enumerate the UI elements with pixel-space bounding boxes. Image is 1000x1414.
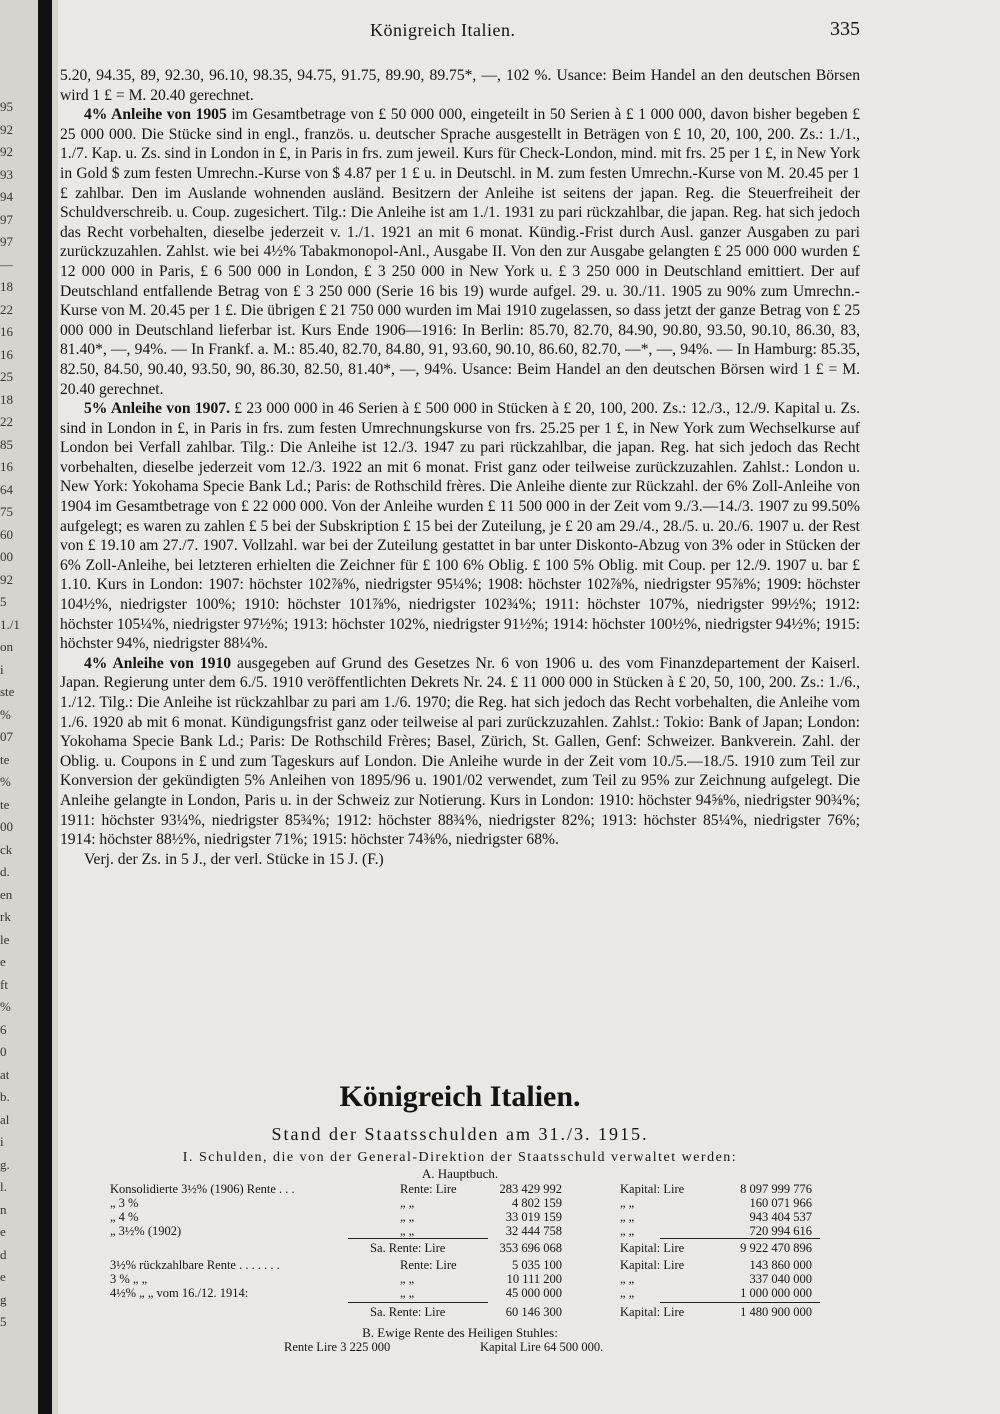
table-cell-col2: Rente: Lire: [400, 1258, 457, 1272]
sum-cell-rente: 60 146 300: [505, 1305, 562, 1319]
edge-fragment: 1./1: [0, 616, 20, 632]
edge-fragment: ste: [0, 684, 15, 699]
edge-fragment: n: [0, 1201, 7, 1217]
ewige-kapital: Kapital Lire 64 500 000.: [480, 1340, 604, 1354]
table-cell-col5: 143 860 000: [749, 1258, 812, 1272]
edge-fragment: i: [0, 1134, 4, 1149]
edge-fragment: %: [0, 706, 11, 722]
section-title: Königreich Italien.: [339, 1080, 581, 1113]
edge-fragment: 97: [0, 234, 13, 249]
edge-fragment: 00: [0, 819, 13, 834]
paragraph-anleihe-1910: [60, 654, 860, 850]
edge-fragment: 93: [0, 166, 13, 182]
table-cell-col5: 160 071 966: [749, 1196, 812, 1210]
edge-fragment: e: [0, 954, 6, 969]
table-hauptbuch: [60, 1182, 860, 1238]
page-header: [60, 16, 860, 46]
edge-fragment: d.: [0, 864, 10, 879]
edge-fragment: 97: [0, 211, 13, 227]
sum-cell-kapital: 1 480 900 000: [740, 1305, 812, 1319]
table-cell-col2: „ „: [400, 1196, 415, 1210]
sum-cell-kapital: 9 922 470 896: [740, 1241, 812, 1255]
sum-cell-label: Sa. Rente: Lire: [370, 1241, 446, 1255]
table-cell-col5: 943 404 537: [749, 1210, 812, 1224]
edge-fragment: 92: [0, 571, 13, 587]
table-cell-col2: „ „: [400, 1224, 415, 1238]
previous-page-edge: [0, 0, 58, 1414]
heading-anleihe-1905: 4% Anleihe von 1905: [84, 106, 227, 124]
edge-fragment: 07: [0, 729, 13, 744]
table-cell-col1: „ 3½% (1902): [110, 1224, 182, 1238]
edge-fragment: 85: [0, 436, 13, 452]
edge-fragment: 16: [0, 459, 13, 474]
table-cell-col2: „ „: [400, 1210, 415, 1224]
sum-row: [60, 1305, 860, 1319]
sum-row: [60, 1241, 860, 1255]
binding-shadow: [38, 0, 52, 1414]
heading-anleihe-1907: 5% Anleihe von 1907.: [84, 400, 230, 418]
table-cell-col5: 337 040 000: [749, 1272, 812, 1286]
text-anleihe-1907: £ 23 000 000 in 46 Serien à £ 500 000 in Stücken à £ 20, 100, 200. Zs.: 12./3., 12./9. Kapital u. Zs. sind in London in £, in Paris in frs. zum festen Umrechnungskurse von frs. 25.25 per 1 £, in New York zum Wechselkurse auf London bei Verfall zahlbar. Tilg.: Die Anleihe ist 12./3. 1947 zu pari rückzahlbar, die japan. Reg. hat sich jedoch das Recht vorbehalten, dieselbe jederzeit vom 12./3. 1922 an mit 6 monat. Frist ganz oder teilweise zurückzuzahlen. Zahlst.: London u. New York: Yokohama Specie Bank Ld.; Paris: de Rothschild frères. Die Anleihe diente zur Rückzahl. der 6% Zoll-Anleihe von 1904 im Gesamtbetrage von £ 22 000 000. Von der Anleihe wurden £ 11 500 000 in der Zeit vom 9./3.—14./3. 1907 zu 99.50% aufgelegt; es waren zu zahlen £ 5 bei der Subskription £ 15 bei der Zuteilung, je £ 20 am 29./4., 28./5. u. 20./6. 1907 u. der Rest von £ 19.10 am 27./7. 1907. Vollzahl. war bei der Zuteilung gestattet in bar unter Diskonto-Abzug von 3% oder in Stücken der 6% Zoll-Anleihe, bei letzteren erhielten die Zeichner für £ 100 6% Oblig. £ 100 5% Oblig. mit Coup. per 12./9. 1907 u. bar £ 1.10. Kurs in London: 1907: höchster 102⅞%, niedrigster 95¼%; 1908: höchster 102⅞%, niedrigster 95⅞%; 1909: höchster 104½%, niedrigster 100%; 1910: höchster 101⅞%, niedrigster 102¾%; 1911: höchster 107%, niedrigster 99½%; 1912: höchster 105¼%, niedrigster 97½%; 1913: höchster 102%, niedrigster 91½%; 1914: höchster 100½%, niedrigster 94½%; 1915: höchster 94%, niedrigster 88¼%.: [60, 400, 860, 653]
table-row: [60, 1224, 860, 1238]
table-cell-col1: Konsolidierte 3½% (1906) Rente . . .: [110, 1182, 295, 1196]
edge-fragment: 0: [0, 1044, 7, 1059]
table-cell-col2: „ „: [400, 1286, 415, 1300]
edge-fragment: 16: [0, 324, 13, 339]
edge-fragment: 92: [0, 121, 13, 137]
sum-rule-b1: [348, 1302, 488, 1303]
text-anleihe-1905: im Gesamtbetrage von £ 50 000 000, eingeteilt in 50 Serien à £ 1 000 000, davon bisher begeben £ 25 000 000. Die Stücke sind in engl., französ. u. deutscher Sprache ausgestellt in Beträgen von £ 10, 20, 100, 200. Zs.: 1./1., 1./7. Kap. u. Zs. sind in London in £, in Paris in frs. zum jeweil. Kurs für Check-London, mind. mit frs. 25 per 1 £, in New York in Gold $ zum festen Umrechn.-Kurse von $ 4.87 per 1 £ u. in Deutschl. in M. zum festen Umrechn.-Kurse von M. 20.45 per 1 £ zahlbar. Den im Auslande wohnenden ausländ. Besitzern der Anleihe ist seitens der japan. Reg. die Steuerfreiheit der Schuldverschreib. u. Coup. zugesichert. Tilg.: Die Anleihe ist am 1./1. 1931 zu pari rückzahlbar, die japan. Reg. hat sich jedoch das Recht vorbehalten, dieselbe jederzeit v. 1./1. 1921 an mit 6 monat. Kündig.-Frist durch Ausl. ganzer Ausgaben zu pari zurückzuzahlen. Zahlst. wie bei 4½% Tabakmonopol-Anl., Ausgabe II. Von den zur Ausgabe gelangten £ 25 000 000 wurden £ 12 000 000 in Paris, £ 6 500 000 in London, £ 3 250 000 in New York u. £ 3 250 000 in Deutschland emittiert. Der auf Deutschland entfallende Betrag von £ 3 250 000 (Serie 16 bis 19) wurde aufgel. 29. u. 30./11. 1905 zu 90% zum Umrechn.-Kurse von M. 20.45 per 1 £. Die übrigen £ 21 750 000 wurden im Mai 1910 zugelassen, so dass jetzt der ganze Betrag von £ 25 000 000 in Deutschland lieferbar ist. Kurs Ende 1906—1916: In Berlin: 85.70, 82.70, 84.90, 90.80, 93.50, 90.10, 86.30, 83, 81.40*, —, 94%. — In Frankf. a. M.: 85.40, 82.70, 84.80, 91, 93.60, 90.10, 86.60, 82.70, —*, —, 94%. — In Hamburg: 85.35, 82.50, 84.50, 90.40, 93.50, 90, 86.30, 82.50, 81.40*, —, 94%. Usance: Beim Handel an den deutschen Börsen wird 1 £ = M. 20.40 gerechnet.: [60, 106, 860, 398]
edge-fragment: 00: [0, 549, 13, 564]
edge-fragment: 60: [0, 526, 13, 542]
edge-fragment: 94: [0, 189, 13, 204]
sum-rule-a2: [660, 1238, 820, 1239]
edge-fragment: en: [0, 886, 13, 902]
edge-fragment: e: [0, 1224, 6, 1239]
table-cell-col3: 32 444 758: [505, 1224, 562, 1238]
table-row: [60, 1182, 860, 1196]
edge-fragment: %: [0, 999, 11, 1014]
table-cell-col4: „ „: [620, 1224, 635, 1238]
edge-fragment: l.: [0, 1179, 7, 1194]
edge-fragment: le: [0, 931, 10, 947]
table-row: [60, 1210, 860, 1224]
table-cell-col4: „ „: [620, 1272, 635, 1286]
edge-fragment: 16: [0, 346, 13, 362]
paragraph-anleihe-1905: [60, 105, 860, 399]
edge-fragment: te: [0, 751, 10, 767]
edge-fragment: ft: [0, 976, 8, 992]
ewige-rente-row: [60, 1340, 860, 1354]
edge-fragment: on: [0, 639, 13, 654]
sum-row-b: [60, 1305, 860, 1319]
sum-cell-klabel: Kapital: Lire: [620, 1241, 685, 1255]
edge-fragment: i: [0, 661, 4, 677]
edge-fragment: 6: [0, 1021, 7, 1037]
table-cell-col1: 3½% rückzahlbare Rente . . . . . . .: [110, 1258, 280, 1272]
edge-fragment: rk: [0, 909, 11, 924]
edge-fragment: 92: [0, 144, 13, 159]
table-cell-col1: 4½% „ „ vom 16./12. 1914:: [110, 1286, 249, 1300]
table-cell-col3: 283 429 992: [499, 1182, 562, 1196]
edge-fragment: 22: [0, 414, 13, 429]
table-cell-col5: 8 097 999 776: [740, 1182, 812, 1196]
sum-row-a: [60, 1241, 860, 1255]
edge-fragment: 18: [0, 279, 13, 294]
edge-fragment: g.: [0, 1156, 10, 1172]
paragraph-anleihe-1907: [60, 399, 860, 654]
paragraph-kurs: 5.20, 94.35, 89, 92.30, 96.10, 98.35, 94.75, 91.75, 89.90, 89.75*, —, 102 %. Usance: Beim Handel an den deutschen Börsen wird 1 £ = M. 20.40 gerechnet.: [60, 67, 860, 104]
edge-fragment: at: [0, 1066, 10, 1082]
page-number: 335: [830, 18, 860, 40]
table-cell-col2: Rente: Lire: [400, 1182, 457, 1196]
edge-fragment: e: [0, 1269, 6, 1284]
sum-cell-label: Sa. Rente: Lire: [370, 1305, 446, 1319]
edge-fragment: —: [0, 256, 13, 272]
edge-fragment: 22: [0, 301, 13, 317]
table-rueckzahlbar: [60, 1258, 860, 1300]
edge-fragment: te: [0, 796, 10, 812]
sum-rule-b2: [660, 1302, 820, 1303]
table-cell-col2: „ „: [400, 1272, 415, 1286]
edge-fragment: d: [0, 1246, 7, 1262]
table-cell-col3: 10 111 200: [506, 1272, 562, 1286]
edge-fragment: ck: [0, 841, 13, 857]
table-cell-col3: 4 802 159: [512, 1196, 562, 1210]
edge-fragment: b.: [0, 1089, 10, 1104]
table-row: [60, 1196, 860, 1210]
edge-fragment: 64: [0, 481, 13, 497]
running-title: Königreich Italien.: [370, 20, 516, 40]
table-cell-col4: „ „: [620, 1196, 635, 1210]
edge-fragment: 5: [0, 594, 7, 609]
edge-fragment: al: [0, 1111, 10, 1127]
part-heading: I. Schulden, die von der General-Direktion der Staatsschuld verwaltet werden:: [182, 1150, 738, 1165]
table-cell-col3: 45 000 000: [505, 1286, 562, 1300]
sum-cell-klabel: Kapital: Lire: [620, 1305, 685, 1319]
heading-anleihe-1910: 4% Anleihe von 1910: [84, 654, 232, 672]
edge-fragment: 5: [0, 1314, 7, 1329]
subheading-ewige-rente: B. Ewige Rente des Heiligen Stuhles:: [362, 1325, 558, 1340]
table-cell-col4: Kapital: Lire: [620, 1258, 685, 1272]
ewige-rente: Rente Lire 3 225 000: [284, 1340, 391, 1354]
table-cell-col1: „ 3 %: [110, 1196, 139, 1210]
edge-fragment: 25: [0, 369, 13, 384]
table-row: [60, 1258, 860, 1272]
edge-fragment: %: [0, 774, 11, 789]
table-cell-col3: 5 035 100: [512, 1258, 562, 1272]
edge-fragment: 95: [0, 99, 13, 114]
sum-rule-a1: [348, 1238, 488, 1239]
table-cell-col4: „ „: [620, 1210, 635, 1224]
table-cell-col1: 3 % „ „: [110, 1272, 148, 1286]
paragraph-verjaehrung: Verj. der Zs. in 5 J., der verl. Stücke in 15 J. (F.): [84, 850, 384, 868]
subheading-hauptbuch: A. Hauptbuch.: [421, 1166, 499, 1181]
table-cell-col4: Kapital: Lire: [620, 1182, 685, 1196]
table-cell-col5: 1 000 000 000: [740, 1286, 812, 1300]
edge-fragment: g: [0, 1291, 7, 1307]
table-row: [60, 1272, 860, 1286]
sum-cell-rente: 353 696 068: [499, 1241, 562, 1255]
main-text: [60, 66, 860, 869]
edge-fragment: 18: [0, 391, 13, 407]
table-cell-col5: 720 994 616: [749, 1224, 812, 1238]
section-subtitle: Stand der Staatsschulden am 31./3. 1915.: [271, 1124, 649, 1144]
table-row: [60, 1286, 860, 1300]
table-cell-col3: 33 019 159: [505, 1210, 562, 1224]
text-anleihe-1910: ausgegeben auf Grund des Gesetzes Nr. 6 von 1906 u. des vom Finanzdepartement der Kaiserl. Japan. Regierung unter dem 6./5. 1910 veröffentlichten Dekrets Nr. 24. £ 11 000 000 in Stücken à £ 20, 50, 100, 200. Zs.: 1./6., 1./12. Tilg.: Die Anleihe ist rückzahlbar zu pari am 1./6. 1970; die Reg. hat sich jedoch das Recht vorbehalten, die Anleihe vom 1./6. 1920 ab mit 6 monat. Kündigungsfrist ganz oder teilweise al pari zurückzuzahlen. Zahlst.: Tokio: Bank of Japan; London: Yokohama Specie Bank Ld.; Paris: De Rothschild Frères; Basel, Zürich, St. Gallen, Genf: Schweizer. Bankverein. Zahl. der Oblig. u. Coupons in £ und zum Tageskurs auf London. Die Anleihe wurde in der Zeit vom 10./5.—18./5. 1910 zum Teil zur Konversion der gekündigten 5% Anleihen von 1895/96 u. 1901/02 verwendet, zum Teil zu 95% zur Zeichnung aufgelegt. Die Anleihe gelangte in London, Paris u. in der Schweiz zur Notierung. Kurs in London: 1910: höchster 94⅝%, niedrigster 90¾%; 1911: höchster 93¼%, niedrigster 85¾%; 1912: höchster 88¾%, niedrigster 82%; 1913: höchster 85¼%, niedrigster 76%; 1914: höchster 88½%, niedrigster 71%; 1915: höchster 74⅜%, niedrigster 68%.: [60, 654, 860, 849]
table-cell-col4: „ „: [620, 1286, 635, 1300]
edge-fragment: 75: [0, 504, 13, 519]
table-cell-col1: „ 4 %: [110, 1210, 139, 1224]
